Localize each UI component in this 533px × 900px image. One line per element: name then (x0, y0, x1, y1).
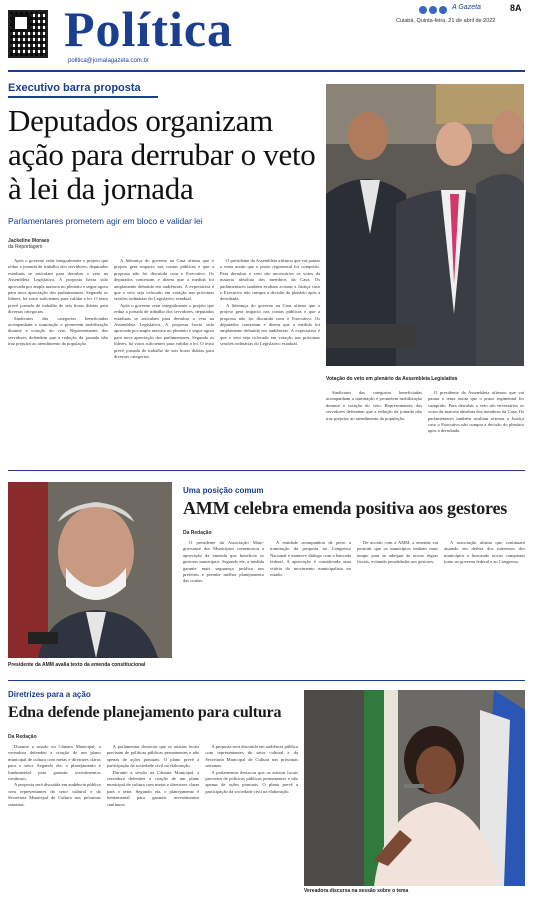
byline-name: Jackeline Moraes (8, 238, 50, 244)
byline-role: da Reportagem (8, 244, 43, 250)
brand-dots-icon (419, 6, 447, 14)
kicker-rule (8, 96, 158, 98)
qr-code (8, 10, 48, 58)
story1-headline: Deputados organizam ação para derrubar o veto à lei da jornada (8, 103, 316, 206)
story1-col: O presidente da Assembleia afirmou que vai pautar o tema assim que o prazo regimental for cumprido. Para derrubar o veto são necessários os votos da maioria absoluta dos membros da Casa. Os parlamentares também avaliam acionar a Justiça caso o Executivo não cumpra a decisão do plenário após a derrubada. (428, 390, 524, 434)
masthead-rule (8, 70, 525, 72)
story1-photo (326, 84, 524, 366)
story3-byline: Da Redação (8, 734, 37, 740)
story1-body-continued (326, 390, 524, 460)
section-divider (8, 680, 525, 681)
story2-photo (8, 482, 172, 658)
story3-photo-caption: Vereadora discursa na sessão sobre o tema (304, 888, 409, 894)
story1-col: A liderança do governo na Casa afirma que o projeto gera impacto nas contas públicas e que a proposta não foi discutida com o Executivo. Os deputados contestam e dizem que a medida foi amplamente debatida em audiências. A expectativa é que o veto seja colocado em votação nas próximas sessões ordinárias do Legislativo estadual. Após o governo vetar integralmente o projeto que reduz a jornada de trabalho dos servidores, deputados estaduais se articulam para derrubar o veto na Assembleia Legislativa. A proposta havia sido aprovada por ampla maioria no plenário e segue agora para nova apreciação dos parlamentares. Segundo os líderes, há votos suficientes para validar a lei. O texto prevê jornada de trabalho de seis horas diárias para diversas categorias. (114, 258, 214, 360)
paper-name: A Gazeta (452, 4, 481, 11)
story3-headline: Edna defende planejamento para cultura (8, 704, 282, 721)
story2-headline: AMM celebra emenda positiva aos gestores (183, 498, 508, 518)
story3-col: A proposta será discutida em audiência pública com representantes do setor cultural e da Secretaria Municipal de Cultura nas próximas semanas. A parlamentar destacou que os artistas locais precisam de políticas públicas permanentes e não apenas de ações pontuais. O plano prevê a participação da sociedade civil na elaboração. (205, 744, 299, 794)
story3-col: Durante a sessão na Câmara Municipal, a vereadora defendeu a criação de um plano municipal de cultura com metas e diretrizes claras para o setor. Segundo ela, o planejamento é fundamental para garantir investimentos contínuos. A proposta será discutida em audiência pública com representantes do setor cultural e da Secretaria Municipal de Cultura nas próximas semanas. (8, 744, 101, 807)
story1-col: O presidente da Assembleia afirmou que vai pautar o tema assim que o prazo regimental for cumprido. Para derrubar o veto são necessários os votos da maioria absoluta dos membros da Casa. Os parlamentares também avaliam acionar a Justiça caso o Executivo não cumpra a decisão do plenário após a derrubada. A liderança do governo na Casa afirma que o projeto gera impacto nas contas públicas e que a proposta não foi discutida com o Executivo. Os deputados contestam e dizem que a medida foi amplamente debatida em audiências. A expectativa é que o veto seja colocado em votação nas próximas sessões ordinárias do Legislativo estadual. (220, 258, 320, 347)
story2-col: O presidente da Associação Mato-grossense dos Municípios comemorou a aprovação da emenda que beneficia os gestores municipais. Segundo ele, a medida garante mais segurança jurídica aos prefeitos e permite melhor planejamento das contas. (183, 540, 264, 584)
story2-col: A entidade acompanhou de perto a tramitação da proposta no Congresso Nacional e manteve diálogo com a bancada federal. A aprovação é considerada uma vitória do movimento municipalista no estado. (270, 540, 351, 578)
story3-kicker: Diretrizes para a ação (8, 690, 91, 699)
section-divider (8, 470, 525, 471)
page-number: 8A (510, 3, 522, 13)
date-line: Cuiabá, Quinta-feira, 21 de abril de 2022 (396, 18, 496, 24)
story1-kicker: Executivo barra proposta (8, 82, 141, 94)
story1-byline (8, 238, 49, 250)
story1-col: Após o governo vetar integralmente o projeto que reduz a jornada de trabalho dos servidores, deputados estaduais se articulam para derrubar o veto na Assembleia Legislativa. A proposta havia sido aprovada por ampla maioria no plenário e segue agora para nova apreciação dos parlamentares. Segundo os líderes, há votos suficientes para validar a lei. O texto prevê jornada de trabalho de seis horas diárias para diversas categorias. Sindicatos das categorias beneficiadas acompanham a tramitação e prometem mobilização durante a votação do veto. Representantes dos servidores defendem que a redução da jornada não traz prejuízo ao atendimento da população. (8, 258, 108, 347)
story1-col: Sindicatos das categorias beneficiadas acompanham a tramitação e prometem mobilização durante a votação do veto. Representantes dos servidores defendem que a redução da jornada não traz prejuízo ao atendimento da população. (326, 390, 422, 421)
story2-col: A associação afirma que continuará atuando em defesa dos interesses dos municípios e buscando novas conquistas junto ao governo federal e ao Congresso. (444, 540, 525, 565)
story3-col: A parlamentar destacou que os artistas locais precisam de políticas públicas permanentes e não apenas de ações pontuais. O plano prevê a participação da sociedade civil na elaboração. Durante a sessão na Câmara Municipal, a vereadora defendeu a criação de um plano municipal de cultura com metas e diretrizes claras para o setor. Segundo ela, o planejamento é fundamental para garantir investimentos contínuos. (106, 744, 200, 807)
story2-col: De acordo com a AMM, a emenda vai permitir que os municípios tenham mais tempo para se adequar às novas regras fiscais, evitando penalidades aos gestores. (357, 540, 438, 565)
story2-byline: Da Redação (183, 530, 212, 536)
masthead-email: politica@jornalagazeta.com.br (68, 58, 149, 64)
story2-body (183, 540, 525, 662)
story2-kicker: Uma posição comum (183, 486, 264, 495)
section-masthead: Política (64, 1, 234, 57)
story1-photo-caption: Votação do veto em plenário da Assembleia Legislativa (326, 376, 458, 382)
story3-photo (304, 690, 525, 886)
story1-body (8, 258, 320, 458)
story2-photo-caption: Presidente da AMM avalia texto da emenda constitucional (8, 662, 146, 668)
story3-body (8, 744, 298, 892)
story1-subhead: Parlamentares prometem agir em bloco e validar lei (8, 216, 203, 226)
